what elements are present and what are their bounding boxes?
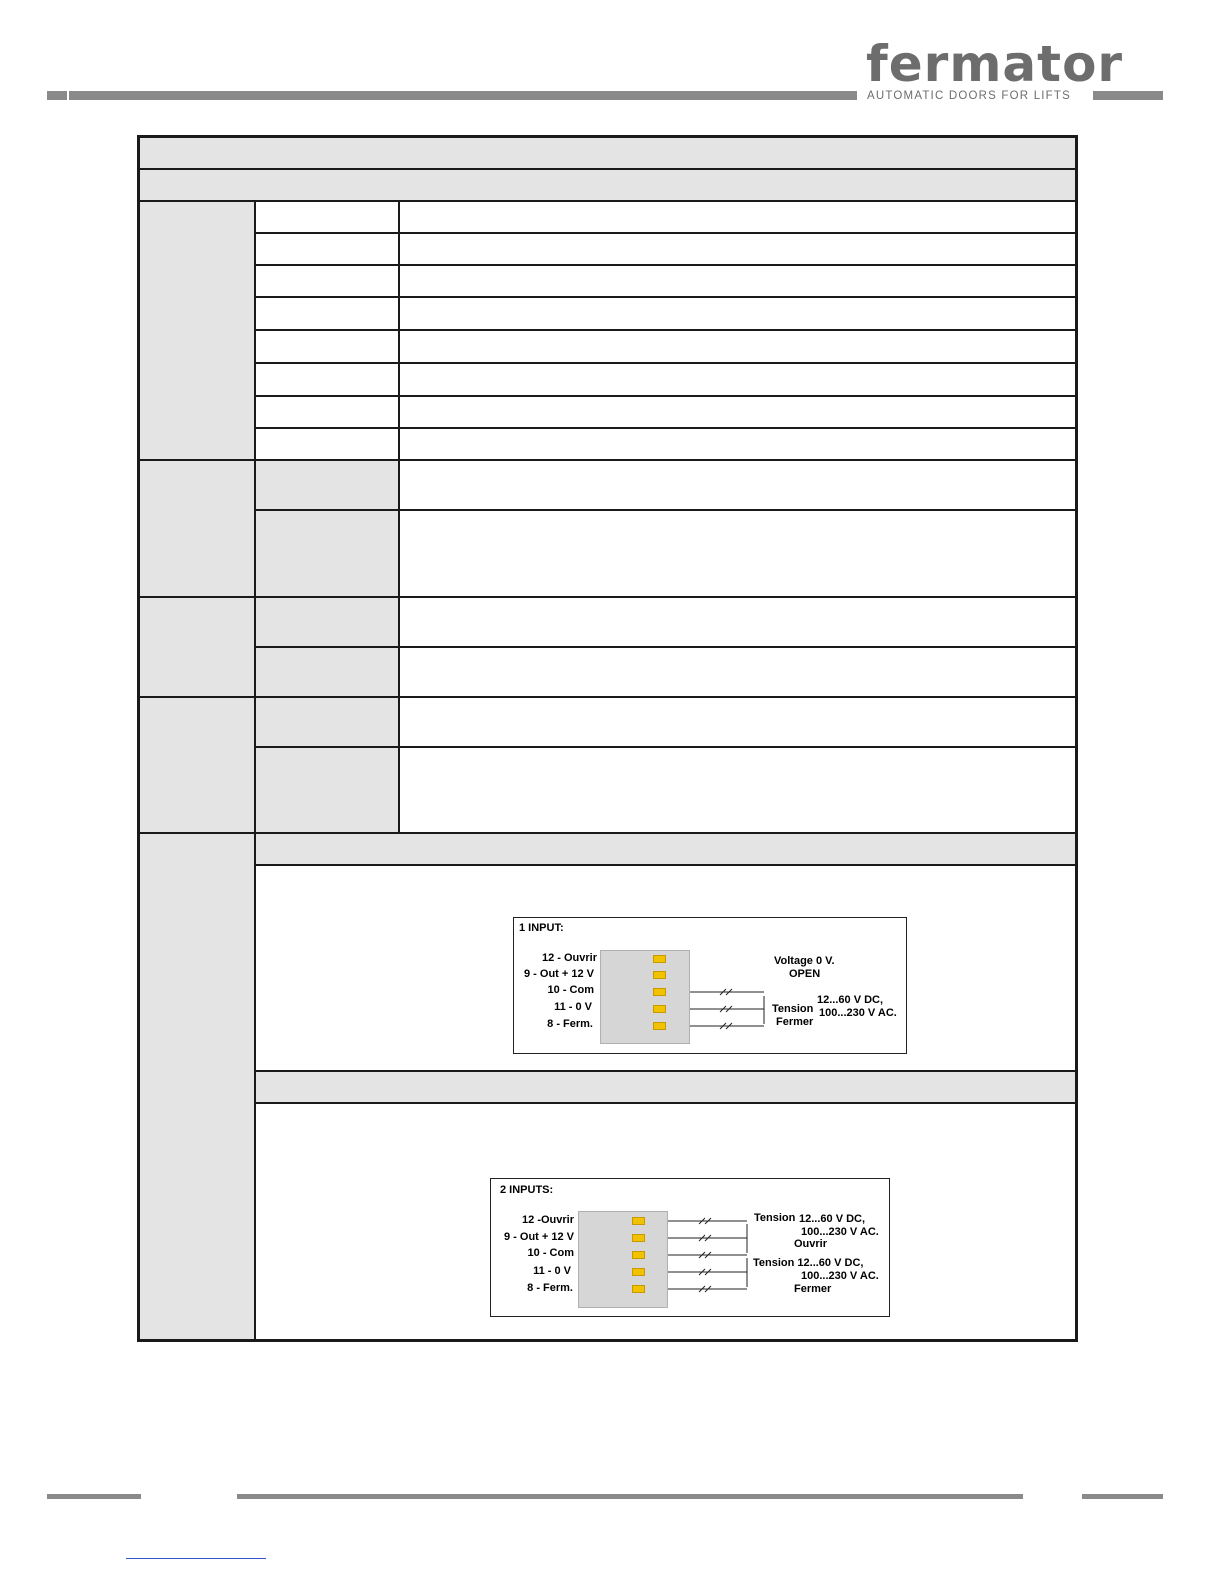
diagram-2-terminal-label: 11 - 0 V — [533, 1265, 571, 1277]
footer-rule-left — [47, 1494, 141, 1499]
diagram-1-voltage: Voltage 0 V. — [774, 955, 835, 967]
footer-rule-main — [237, 1494, 1023, 1499]
diagram-1-fermer: Fermer — [776, 1016, 814, 1028]
section-label-1 — [140, 202, 254, 459]
diagram-1-range-dc: 12...60 V DC, — [817, 994, 884, 1006]
diagram-2-open-range-ac: 100...230 V AC. — [801, 1226, 879, 1238]
table-subtitle-row — [140, 170, 1075, 200]
diagram-2-close-tension: Tension 12...60 V DC, — [753, 1257, 864, 1269]
diagram-1-open: OPEN — [789, 968, 821, 980]
diagram-2-terminal-label: 9 - Out + 12 V — [504, 1231, 574, 1243]
header-rule-main — [69, 91, 857, 100]
sub-label-3a — [256, 598, 400, 646]
diagram-2-open-tension: Tension — [754, 1212, 796, 1224]
sub-label-4b — [256, 748, 400, 832]
diagram-1-title: 1 INPUT: — [519, 922, 564, 934]
diagram-2-terminal-label: 10 - Com — [527, 1247, 574, 1259]
section-label-5 — [140, 834, 254, 1339]
diagram-1-terminal-label: 11 - 0 V — [554, 1001, 592, 1013]
diagram-1-terminal-label: 8 - Ferm. — [547, 1018, 593, 1030]
diagram-2-close-label: Fermer — [794, 1283, 832, 1295]
diagram-2-title: 2 INPUTS: — [500, 1184, 554, 1196]
footer-rule-right — [1082, 1494, 1163, 1499]
diagram-2-open-label: Ouvrir — [794, 1238, 828, 1250]
diagram-1-wiring — [514, 918, 906, 1053]
table-title-row — [140, 138, 1075, 168]
section-label-4 — [140, 698, 254, 832]
sub-label-2a — [256, 461, 400, 509]
header-rule-left-short — [47, 91, 67, 100]
diagram-1-terminal-label: 10 - Com — [547, 984, 594, 996]
sub-label-2b — [256, 511, 400, 596]
diagram-1-terminal-label: 9 - Out + 12 V — [524, 968, 594, 980]
footer-link-underline — [126, 1558, 266, 1559]
diagram-header-1 — [256, 834, 1075, 864]
brand-logo: fermator — [866, 35, 1124, 93]
diagram-2-terminal-label: 8 - Ferm. — [527, 1282, 573, 1294]
diagram-header-2 — [256, 1072, 1075, 1102]
section-label-3 — [140, 598, 254, 696]
diagram-2-open-range-dc: 12...60 V DC, — [799, 1213, 866, 1225]
wiring-diagram-2-inputs — [490, 1178, 890, 1317]
diagram-2-close-range-ac: 100...230 V AC. — [801, 1270, 879, 1282]
spec-table — [137, 135, 1078, 1342]
section-label-2 — [140, 461, 254, 596]
sub-label-3b — [256, 648, 400, 696]
sub-label-4a — [256, 698, 400, 746]
diagram-2-terminal-label: 12 -Ouvrir — [522, 1214, 574, 1226]
diagram-1-range-ac: 100...230 V AC. — [819, 1007, 897, 1019]
diagram-1-tension: Tension — [772, 1003, 814, 1015]
diagram-1-terminal-label: 12 - Ouvrir — [541, 952, 597, 964]
diagram-2-wiring — [491, 1179, 889, 1316]
brand-tagline: AUTOMATIC DOORS FOR LIFTS — [867, 90, 1071, 102]
wiring-diagram-1-input — [513, 917, 907, 1054]
